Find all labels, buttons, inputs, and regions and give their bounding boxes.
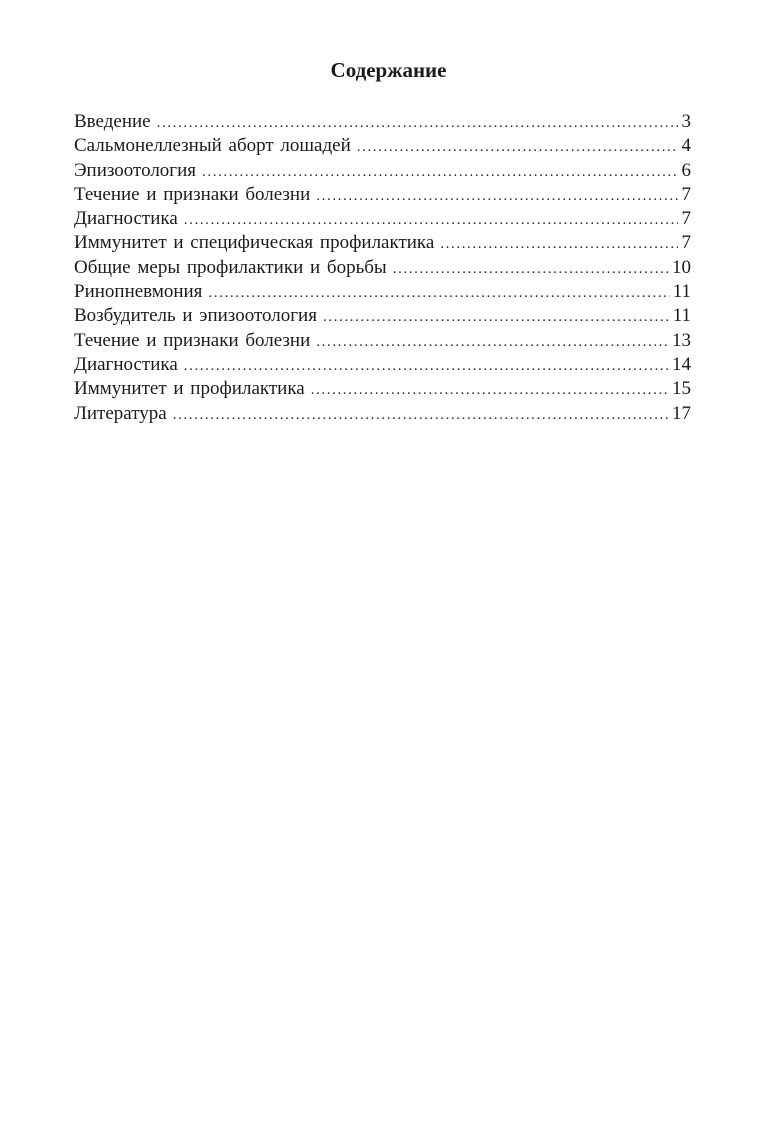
dot-leader [393,257,669,281]
toc-entry-page: 7 [681,183,691,205]
toc-entry-page: 17 [672,402,691,424]
toc-entry-label: Иммунитет и профилактика [74,378,305,400]
toc-entry-page: 10 [672,256,691,278]
toc-entry [74,207,691,231]
toc-entry-label: Введение [74,111,151,132]
toc-title: Содержание [330,58,447,82]
toc-entry-label: Течение и признаки болезни [74,329,311,351]
toc-entry-label: Литература [74,402,167,424]
dot-leader [357,135,678,159]
toc-entry-label: Общие меры профилактики и борьбы [74,256,387,278]
toc-entry-page: 4 [681,135,691,157]
dot-leader [184,208,678,232]
toc-entry [74,329,691,353]
toc-entry-page: 7 [681,208,691,230]
toc-entry-label: Эпизоотология [74,159,197,181]
toc-entry [74,231,691,255]
toc-entry-page: 3 [681,111,691,132]
toc-entry-label: Возбудитель и эпизоотология [74,305,317,327]
dot-leader [184,354,669,378]
dot-leader [316,330,669,354]
dot-leader [157,111,678,135]
toc-entry [74,183,691,207]
dot-leader [311,378,669,402]
toc-entry [74,353,691,377]
toc-entry-page: 6 [681,159,691,181]
toc-entry-label: Иммунитет и специфическая профилактика [74,232,435,254]
toc-list [74,110,691,426]
dot-leader [440,232,678,256]
toc-entry [74,134,691,158]
toc-entry-label: Диагностика [74,353,178,375]
toc-entry-page: 14 [672,353,691,375]
toc-entry-page: 15 [672,378,691,400]
toc-entry-label: Ринопневмония [74,281,203,303]
dot-leader [323,305,670,329]
dot-leader [202,160,678,184]
dot-leader [316,184,678,208]
toc-entry-page: 7 [681,232,691,254]
toc-entry-label: Течение и признаки болезни [74,183,311,205]
dot-leader [173,403,669,427]
dot-leader [208,281,669,305]
toc-entry-page: 11 [672,305,691,327]
toc-entry [74,402,691,426]
toc-entry-page: 11 [672,281,691,303]
toc-entry [74,280,691,304]
toc-entry-label: Сальмонеллезный аборт лошадей [74,135,351,157]
toc-entry-label: Диагностика [74,208,178,230]
toc-entry [74,256,691,280]
toc-entry [74,159,691,183]
toc-entry-page: 13 [672,329,691,351]
toc-entry [74,304,691,328]
toc-entry [74,377,691,401]
toc-entry [74,110,691,134]
